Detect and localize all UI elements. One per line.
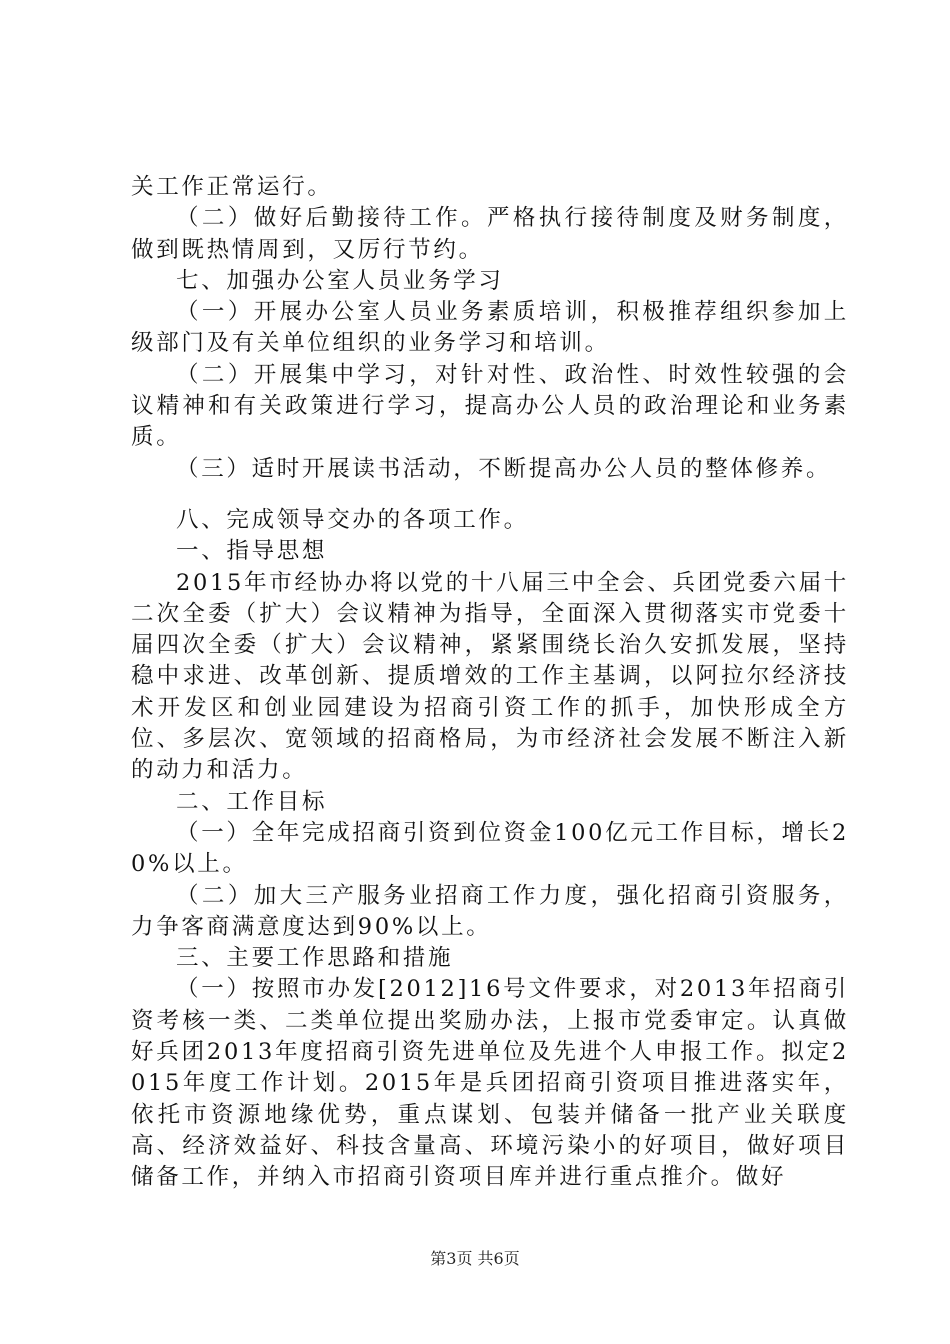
paragraph-8: 2015年市经协办将以党的十八届三中全会、兵团党委六届十二次全委（扩大）会议精神为指导，全面深入贯彻落实市党委十届四次全委（扩大）会议精神，紧紧围绕长治久安抓发展，坚持稳中求进、改革创新、提质增效的工作主基调，以阿拉尔经济技术开发区和创业园建设为招商引资工作的抓手，加快形成全方位、多层次、宽领域的招商格局，为市经济社会发展不断注入新的动力和活力。	[131, 569, 849, 784]
paragraph-9: 二、工作目标	[176, 788, 328, 815]
page-number-footer: 第3页 共6页	[430, 1249, 520, 1268]
paragraph-12: 三、主要工作思路和措施	[176, 945, 454, 972]
paragraph-5: （三）适时开展读书活动，不断提高办公人员的整体修养。	[176, 455, 832, 482]
paragraph-3: （一）开展办公室人员业务素质培训，积极推荐组织参加上级部门及有关单位组织的业务学习和培训。	[131, 299, 849, 357]
paragraph-6: 八、完成领导交办的各项工作。	[176, 506, 529, 533]
paragraph-11: （二）加大三产服务业招商工作力度，强化招商引资服务，力争客商满意度达到90%以上。	[131, 882, 849, 940]
document-body	[131, 172, 849, 1194]
paragraph-4: （二）开展集中学习，对针对性、政治性、时效性较强的会议精神和有关政策进行学习，提高办公人员的政治理论和业务素质。	[131, 361, 849, 451]
paragraph-1: （二）做好后勤接待工作。严格执行接待制度及财务制度，做到既热情周到，又厉行节约。	[131, 205, 849, 263]
paragraph-13: （一）按照市办发[2012]16号文件要求，对2013年招商引资考核一类、二类单位提出奖励办法，上报市党委审定。认真做好兵团2013年度招商引资先进单位及先进个人申报工作。拟定2015年度工作计划。2015年是兵团招商引资项目推进落实年，依托市资源地缘优势，重点谋划、包装并储备一批产业关联度高、经济效益好、科技含量高、环境污染小的好项目，做好项目储备工作，并纳入市招商引资项目库并进行重点推介。做好	[131, 976, 849, 1191]
paragraph-10: （一）全年完成招商引资到位资金100亿元工作目标，增长20%以上。	[131, 819, 849, 878]
paragraph-7: 一、指导思想	[176, 538, 328, 565]
paragraph-0: 关工作正常运行。	[131, 174, 333, 200]
paragraph-2: 七、加强办公室人员业务学习	[176, 267, 504, 294]
